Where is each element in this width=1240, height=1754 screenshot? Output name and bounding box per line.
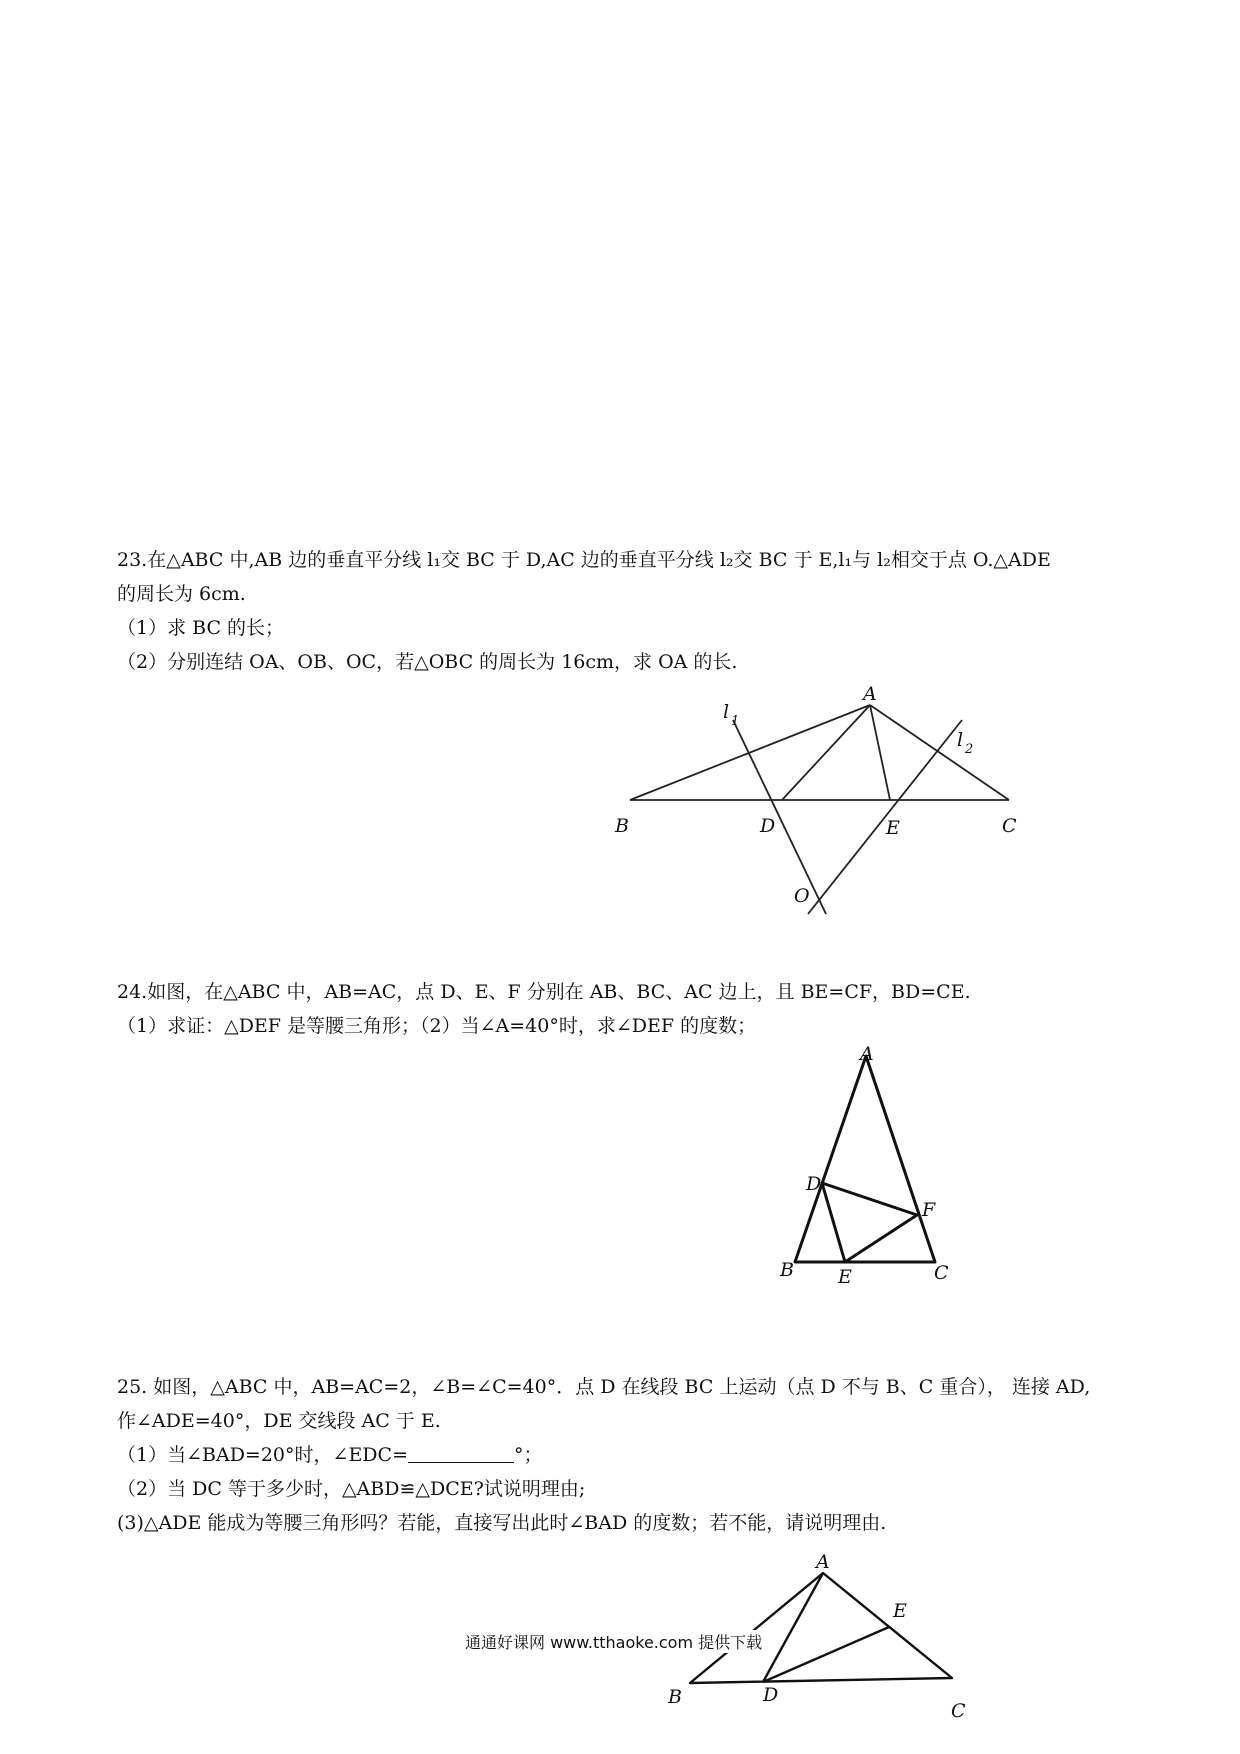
q25-part1-unit: °； <box>514 1444 543 1466</box>
q25-label-A: A <box>816 1551 830 1573</box>
q23-label-D: D <box>760 815 776 837</box>
q25-label-E: E <box>893 1600 907 1622</box>
q23-label-A: A <box>863 683 877 705</box>
q23-label-l2-sub: 2 <box>965 742 974 757</box>
q23-line2: 的周长为 6cm. <box>117 583 246 605</box>
q24-line2: （1）求证：△DEF 是等腰三角形；（2）当∠A=40°时，求∠DEF 的度数； <box>117 1015 757 1037</box>
q24-label-A: A <box>860 1043 874 1065</box>
q24-label-B: B <box>780 1259 794 1281</box>
q23-label-C: C <box>1002 815 1017 837</box>
q24-label-C: C <box>934 1262 949 1284</box>
q24-line1: 24.如图，在△ABC 中，AB=AC，点 D、E、F 分别在 AB、BC、AC 边上，且 BE=CF，BD=CE. <box>117 981 971 1003</box>
q23-label-B: B <box>615 815 629 837</box>
q25-label-D: D <box>763 1684 779 1706</box>
footer-watermark: 通通好课网 www.tthaoke.com 提供下载 <box>462 1630 765 1653</box>
q23-label-O: O <box>794 885 810 907</box>
q25-part1-text: （1）当∠BAD=20°时，∠EDC= <box>117 1444 409 1466</box>
q23-part2: （2）分别连结 OA、OB、OC，若△OBC 的周长为 16cm，求 OA 的长. <box>117 651 738 673</box>
q24-label-D: D <box>806 1173 822 1195</box>
q23-label-l1-sub: 1 <box>731 714 740 729</box>
q23-label-l1: l <box>723 701 730 723</box>
q25-seg-AD <box>763 1573 823 1682</box>
q25-label-C: C <box>951 1700 966 1722</box>
q23-part1: （1）求 BC 的长； <box>117 617 285 639</box>
q25-seg-DE <box>763 1627 889 1682</box>
q25-label-B: B <box>668 1686 682 1708</box>
q23-label-l2: l <box>957 729 964 751</box>
q25-line2: 作∠ADE=40°，DE 交线段 AC 于 E. <box>117 1410 441 1432</box>
q23-line1: 23.在△ABC 中,AB 边的垂直平分线 l₁交 BC 于 D,AC 边的垂直平分线 l₂交 BC 于 E,l₁与 l₂相交于点 O.△ADE <box>117 549 1051 571</box>
q23-label-E: E <box>886 817 900 839</box>
q25-part2: （2）当 DC 等于多少时，△ABD≌△DCE?试说明理由; <box>117 1478 586 1500</box>
q25-line1: 25. 如图，△ABC 中，AB=AC=2，∠B=∠C=40°．点 D 在线段 BC 上运动（点 D 不与 B、C 重合）， 连接 AD, <box>117 1376 1091 1398</box>
q25-triangle-ABC <box>690 1573 952 1683</box>
q24-label-E: E <box>838 1266 852 1288</box>
q24-label-F: F <box>922 1199 936 1221</box>
q25-part3: (3)△ADE 能成为等腰三角形吗？若能，直接写出此时∠BAD 的度数；若不能，请说明理由. <box>117 1512 887 1534</box>
